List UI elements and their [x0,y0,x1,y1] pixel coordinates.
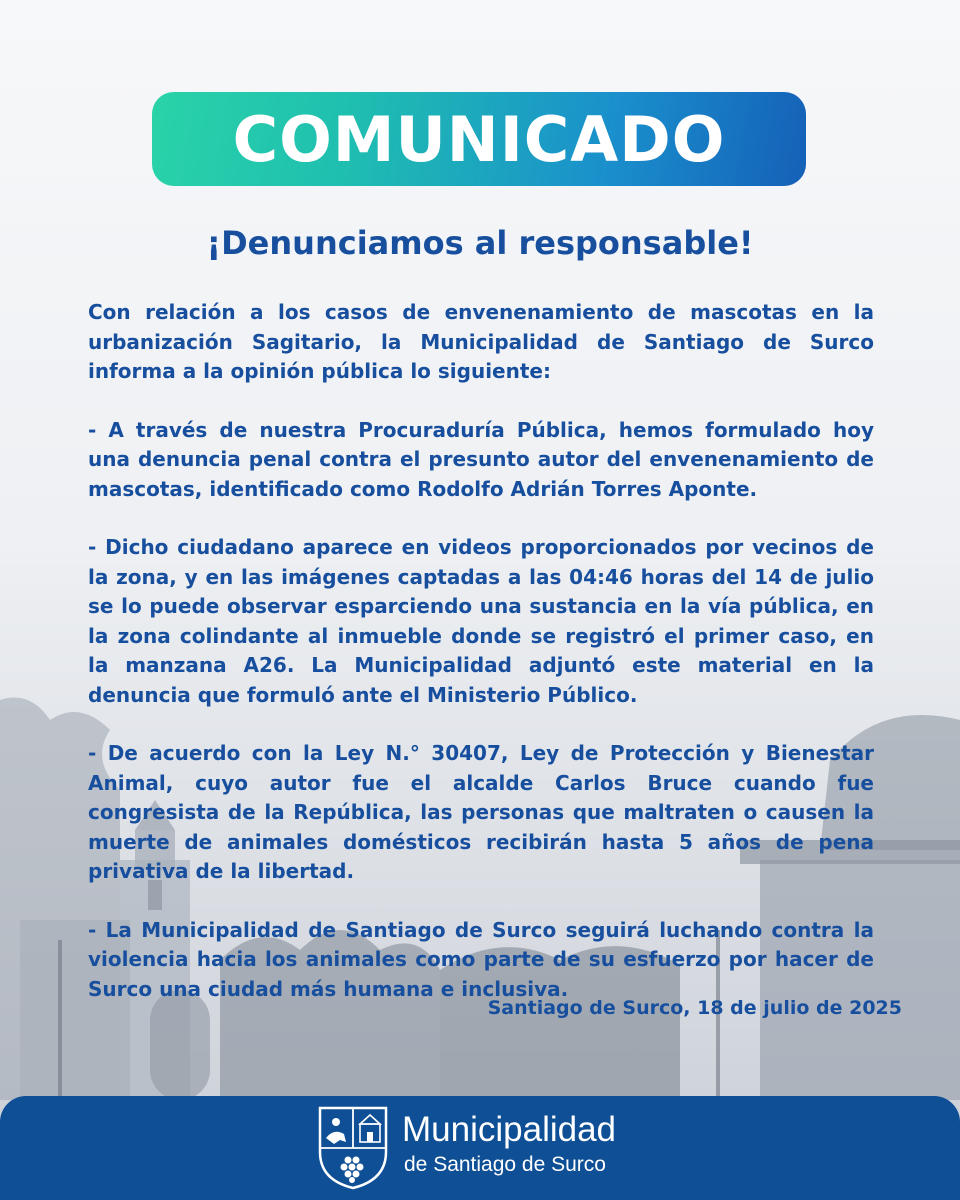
paragraph-videos: - Dicho ciudadano aparece en videos proporcionados por vecinos de la zona, y en las imágenes captadas a las 04:46 horas del 14 de julio se lo puede observar esparciendo una sustancia en la vía pública, en la zona colindante al inmueble donde se registró el primer caso, en la manzana A26. La Municipalidad adjuntó este material en la denuncia que formuló ante el Ministerio Público. [88,535,874,707]
headline: ¡Denunciamos al responsable! [206,224,754,262]
paragraph-compromiso: - La Municipalidad de Santiago de Surco seguirá luchando contra la violencia hacia los animales como parte de su esfuerzo por hacer de Surco una ciudad más humana e inclusiva. [88,917,874,1001]
banner-title: COMUNICADO [232,102,726,176]
coat-of-arms-icon [316,1104,390,1190]
statement-body [88,298,874,1033]
paragraph-denuncia: - A través de nuestra Procuraduría Pública, hemos formulado hoy una denuncia penal contra el presunto autor del envenenamiento de mascotas, identificado como Rodolfo Adrián Torres Aponte. [88,417,874,501]
footer-bar [0,1096,960,1200]
paragraph-intro: Con relación a los casos de envenenamiento de mascotas en la urbanización Sagitario, la Municipalidad de Santiago de Surco informa a la opinión pública lo siguiente: [88,300,874,383]
signoff-date: Santiago de Surco, 18 de julio de 2025 [487,997,902,1019]
comunicado-banner [152,92,806,186]
paragraph-ley: - De acuerdo con la Ley N.° 30407, Ley de Protección y Bienestar Animal, cuyo autor fue el alcalde Carlos Bruce cuando fue congresista de la República, las personas que maltraten o causen la muerte de animales domésticos recibirán hasta 5 años de pena privativa de la libertad. [88,741,874,883]
logo-municipalidad: Municipalidad [402,1110,617,1149]
logo-santiago-de-surco: de Santiago de Surco [404,1153,606,1176]
